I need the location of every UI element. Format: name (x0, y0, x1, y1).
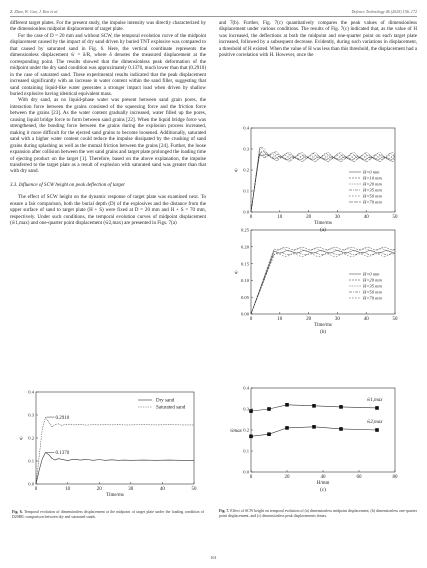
paragraph: For the case of D = 20 mm and without SCW, the temporal evolution curve of the midpoint displacement caused by the impact of dry sand driven by buried TNT explosive was compared to that caused by saturated sand in Fig. 6. Here, the vertical coordinate represents the dimensionless displacement w̄ = δ/R, where δ denotes the measured displacement at the corresponding point. The results showed that the dimensionless peak deformation of the midpoint under the dry sand condition was approximately 0.1370, much lower than that (0.2910) in the case of saturated sand. These experimental results indicated that the peak displacement increased significantly with an increase in water content within the sand filler, suggesting that sand containing liquid-like water generates a stronger impact load when driven by shallow buried explosive having identical equivalent mass. (10, 32, 206, 97)
figure-6-caption-text: Temporal evolution of dimensionless displacement at the midpoint of target plate under the loading condition of D20H0: comparison between dry and saturated sands. (12, 510, 204, 519)
x-tick-label: 40 (159, 487, 165, 492)
data-marker (267, 432, 271, 436)
y-tick-label: 0.3 (243, 406, 249, 412)
legend-label: H=0 mm (363, 169, 380, 175)
legend-label: H=35 mm (363, 283, 382, 289)
data-marker (339, 427, 343, 431)
x-tick-label: 0 (249, 215, 253, 220)
figure-6 (12, 386, 202, 506)
right-column (219, 20, 417, 59)
figure-7 (225, 88, 415, 508)
y-tick-label: 0.0 (243, 469, 249, 475)
y-tick-label: 0.2 (243, 167, 249, 173)
x-tick-label: 20 (306, 215, 312, 220)
annotation-peak-saturated: 0.2910 (55, 415, 70, 421)
y-tick-label: 0.3 (28, 412, 34, 418)
y-tick-label: 0.4 (243, 385, 249, 391)
legend-label: H=70 mm (363, 199, 382, 205)
data-marker (312, 404, 316, 408)
legend-label: Saturated sand (156, 405, 186, 411)
legend-label: H=35 mm (363, 187, 382, 193)
x-tick-label: 50 (392, 215, 398, 220)
data-marker (375, 428, 379, 432)
data-marker (339, 405, 343, 409)
paragraph: and 7(b). Further, Fig. 7(c) quantitatively compares the peak values of dimensionless displacement under various conditions. The results of Fig. 7(c) indicated that, as the value of H was increased, the deflections at both the midpoint and one-quarter point on each target plate increased, followed by a subsequent decrease. Evidently, during such variations in displacement, a threshold of H existed. When the value of H was less than this threshold, the displacement had a positive correlation with H. However, once the (219, 20, 417, 59)
x-tick-label: 30 (334, 215, 340, 220)
legend-label: H=50 mm (363, 289, 382, 295)
x-tick-label: 30 (334, 317, 340, 322)
x-tick-label: 0 (249, 475, 253, 480)
y-tick-label: 0.4 (28, 389, 34, 395)
figure-6-caption (12, 510, 204, 520)
y-axis-label: w̄max (230, 429, 242, 434)
y-tick-label: 0.1 (28, 458, 34, 464)
figure-7-chart (225, 88, 415, 508)
x-tick-label: 10 (65, 487, 71, 492)
x-tick-label: 0 (34, 487, 38, 492)
x-tick-label: 20 (96, 487, 102, 492)
series-label: w̄2,max (367, 420, 383, 425)
y-tick-label: 0.20 (240, 244, 249, 250)
x-tick-label: 20 (284, 475, 290, 480)
y-tick-label: 0.25 (240, 227, 249, 233)
x-axis-label: Time/ms (314, 323, 332, 328)
data-marker (285, 426, 289, 430)
x-tick-label: 80 (392, 475, 398, 480)
legend-label: Dry sand (156, 398, 175, 404)
x-tick-label: 30 (128, 487, 134, 492)
legend-label: H=10 mm (363, 175, 382, 181)
y-tick-label: 0.1 (243, 188, 249, 194)
x-tick-label: 50 (392, 317, 398, 322)
data-marker (249, 435, 253, 439)
x-tick-label: 0 (249, 317, 253, 322)
x-tick-label: 20 (306, 317, 312, 322)
y-tick-label: 0.3 (243, 146, 249, 152)
figure-7-caption-label: Fig. 7. (219, 509, 230, 513)
data-marker (267, 407, 271, 411)
legend-label: H=50 mm (363, 193, 382, 199)
panel-label-c: (c) (320, 487, 326, 493)
figure-6-caption-label: Fig. 6. (12, 510, 23, 514)
y-tick-label: 0.0 (243, 209, 249, 215)
y-tick-label: 0.2 (28, 435, 34, 441)
y-tick-label: 0.2 (243, 427, 249, 433)
paragraph: different target plates. For the present study, the impulse intensity was directly characterized by the dimensionless midpoint displacement of target plate. (10, 20, 206, 33)
panel-label-a: (a) (320, 227, 326, 233)
x-tick-label: 10 (277, 215, 283, 220)
paragraph: With dry sand, as no liquid-phase water was present between sand grain pores, the interaction force between the grains consisted of the squeezing force and the friction force between the grains [23]. As the water content gradually increased, water filled up the pores, causing liquid bridge force to form between sand grains [22]. When the liquid bridge force was strengthened, the bonding force between the grains during the explosion process increased, making it more difficult for the ejected sand grains to become loosened. Additionally, saturated sand with a higher water content could reduce the impulse dissipated by the crushing of sand grains during splashing as well as the mutual friction between the grains [24]. Further, the loose expansion after collision between the wet sand grains and target plate prolonged the loading time of ejecting product on the target [1]. Therefore, based on the above explanation, the impulse transferred to the target plate as a result of explosion with saturated sand was greater than that with dry sand. (10, 97, 206, 175)
y-tick-label: 0.4 (243, 125, 249, 131)
x-axis-label: Time/ms (106, 493, 124, 498)
data-marker (312, 425, 316, 429)
x-tick-label: 40 (363, 317, 369, 322)
y-tick-label: 0.10 (240, 278, 249, 284)
data-marker (249, 409, 253, 413)
y-axis-label: w̄ (234, 271, 238, 276)
y-axis-label: w̄ (234, 169, 238, 174)
y-tick-label: 0.0 (28, 481, 34, 487)
data-marker (285, 403, 289, 407)
annotation-peak-dry: 0.1370 (55, 451, 70, 457)
y-tick-label: 0.15 (240, 261, 249, 267)
data-marker (375, 406, 379, 410)
x-axis-label: Time/ms (314, 221, 332, 226)
series-line-dry-sand (36, 452, 194, 484)
series-label: w̄1,max (367, 397, 383, 403)
y-axis-label: w̄ (19, 437, 23, 442)
x-tick-label: 50 (191, 487, 197, 492)
x-tick-label: 10 (277, 317, 283, 322)
figure-7-caption (219, 509, 417, 519)
x-tick-label: 40 (320, 475, 326, 480)
y-tick-label: 0.00 (240, 311, 249, 317)
running-header-authors: Z. Zhao, W. Gao, J. Ren et al. (10, 9, 59, 14)
legend-label: H=0 mm (363, 271, 380, 277)
section-title: 3.3. Influence of SCW height on peak deflection of target (10, 181, 125, 188)
running-header-journal: Defence Technology 46 (2025) 156–172 (351, 9, 417, 14)
header-rule (10, 16, 417, 17)
figure-7-caption-text: Effect of SCW height on temporal evolution of (a) dimensionless midpoint displacement, (b) dimensionless one-quarter point displacement, and (c) dimensionless peak displacements w̄max. (219, 509, 417, 518)
x-tick-label: 60 (356, 475, 362, 480)
page-number: 161 (210, 555, 217, 560)
paragraph: The effect of SCW height on the dynamic response of target plate was examined next. To ensure a fair comparison, both the burial depth (D) of the explosives and the distance from the upper surface of sand to target plate (H + S) were fixed at D = 20 mm and H + S = 70 mm, respectively. Under such conditions, the temporal evolution curves of midpoint displacement (w̄1,max) and one-quarter point displacement (w̄2,max) are presented in Figs. 7(a) (10, 194, 206, 227)
y-tick-label: 0.05 (240, 294, 249, 300)
legend-label: H=20 mm (363, 277, 382, 283)
legend-label: H=70 mm (363, 295, 382, 301)
panel-label-b: (b) (319, 329, 327, 335)
x-axis-label: H/mm (316, 481, 330, 486)
legend-label: H=20 mm (363, 181, 382, 187)
left-column (10, 20, 206, 227)
x-tick-label: 40 (363, 215, 369, 220)
figure-6-chart (12, 386, 202, 506)
y-tick-label: 0.1 (243, 448, 249, 454)
